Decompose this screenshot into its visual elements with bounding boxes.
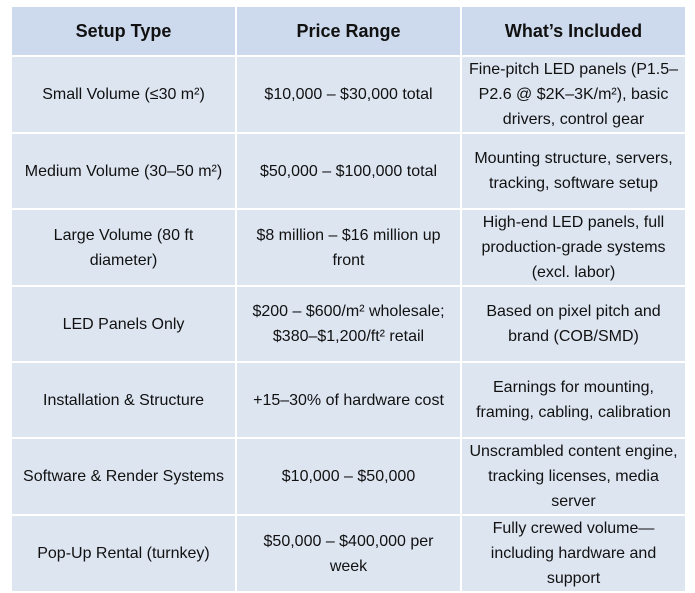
setup-type-cell: Large Volume (80 ft diameter): [11, 209, 236, 286]
table-row: [11, 56, 686, 133]
setup-type-cell: Medium Volume (30–50 m²): [11, 133, 236, 209]
table-row: [11, 515, 686, 592]
setup-type-cell: Small Volume (≤30 m²): [11, 56, 236, 133]
whats-included-cell: Fully crewed volume—including hardware and support: [461, 515, 686, 592]
table-row: [11, 438, 686, 515]
pricing-table: [10, 5, 687, 593]
table-row: [11, 209, 686, 286]
whats-included-cell: High-end LED panels, full production-grade systems (excl. labor): [461, 209, 686, 286]
table-row: [11, 133, 686, 209]
header-row: [11, 6, 686, 56]
whats-included-cell: Mounting structure, servers, tracking, software setup: [461, 133, 686, 209]
price-range-cell: $50,000 – $400,000 per week: [236, 515, 461, 592]
price-range-cell: $200 – $600/m² wholesale; $380–$1,200/ft² retail: [236, 286, 461, 362]
header-setup-type: Setup Type: [11, 6, 236, 56]
setup-type-cell: Software & Render Systems: [11, 438, 236, 515]
whats-included-cell: Fine-pitch LED panels (P1.5–P2.6 @ $2K–3K/m²), basic drivers, control gear: [461, 56, 686, 133]
pricing-table-container: [10, 5, 685, 593]
table-row: [11, 362, 686, 438]
whats-included-cell: Unscrambled content engine, tracking licenses, media server: [461, 438, 686, 515]
price-range-cell: $8 million – $16 million up front: [236, 209, 461, 286]
setup-type-cell: Pop-Up Rental (turnkey): [11, 515, 236, 592]
setup-type-cell: Installation & Structure: [11, 362, 236, 438]
price-range-cell: $10,000 – $50,000: [236, 438, 461, 515]
header-whats-included: What’s Included: [461, 6, 686, 56]
header-price-range: Price Range: [236, 6, 461, 56]
price-range-cell: +15–30% of hardware cost: [236, 362, 461, 438]
table-row: [11, 286, 686, 362]
setup-type-cell: LED Panels Only: [11, 286, 236, 362]
whats-included-cell: Based on pixel pitch and brand (COB/SMD): [461, 286, 686, 362]
price-range-cell: $10,000 – $30,000 total: [236, 56, 461, 133]
whats-included-cell: Earnings for mounting, framing, cabling, calibration: [461, 362, 686, 438]
price-range-cell: $50,000 – $100,000 total: [236, 133, 461, 209]
